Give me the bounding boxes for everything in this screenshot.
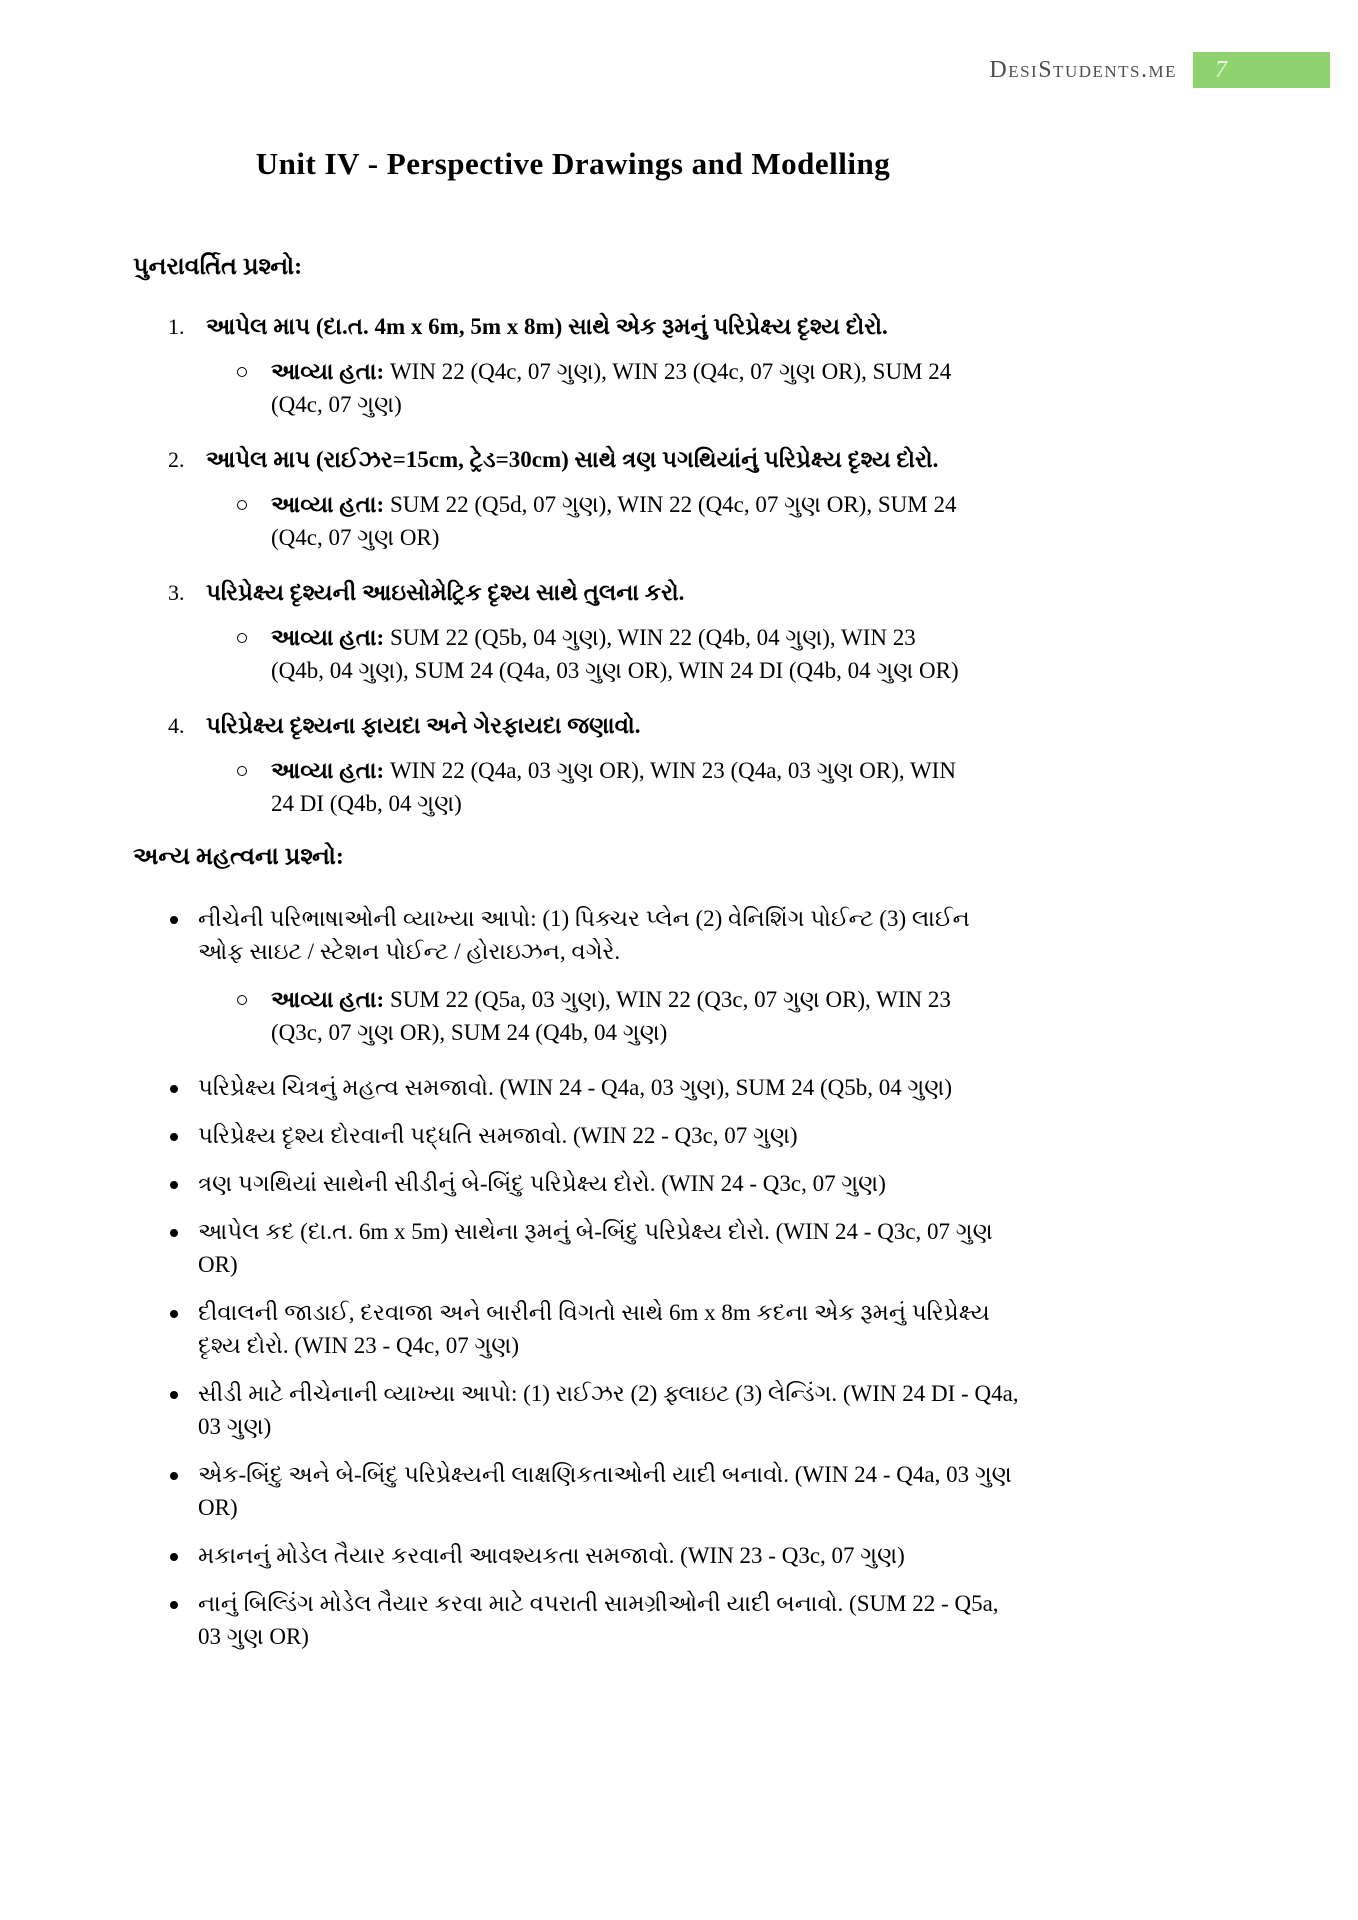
appeared-refs: SUM 22 (Q5a, 03 ગુણ), WIN 22 (Q3c, 07 ગુણ OR), WIN 23 (Q3c, 07 ગુણ OR), SUM 24 (Q4b, 04 ગુણ) xyxy=(271,987,951,1045)
bullet-text: નાનું બિલ્ડિંગ મોડેલ તૈયાર કરવા માટે વપરાતી સામગ્રીઓની યાદી બનાવો. (SUM 22 - Q5a, 03 ગુણ OR) xyxy=(198,1591,999,1649)
item-number: 3. xyxy=(168,580,185,605)
bullet-item-3 xyxy=(133,1119,1358,1152)
question-text: પરિપ્રેક્ષ્ય દૃશ્યના ફાયદા અને ગેરફાયદા જણાવો. xyxy=(206,713,641,738)
unit-title: Unit IV - Perspective Drawings and Modelling xyxy=(255,146,891,181)
appeared-text xyxy=(271,983,963,1049)
appeared-line-2 xyxy=(133,488,1358,554)
appeared-label: આવ્યા હતા: xyxy=(271,758,385,783)
item-number: 1. xyxy=(168,314,185,339)
bullet-item-9 xyxy=(133,1539,1358,1572)
question-text: આપેલ માપ (દા.ત. 4m x 6m, 5m x 8m) સાથે એક રૂમનું પરિપ્રેક્ષ્ય દૃશ્ય દોરો. xyxy=(206,314,888,339)
bullet-text: પરિપ્રેક્ષ્ય દૃશ્ય દોરવાની પદ્ધતિ સમજાવો. (WIN 22 - Q3c, 07 ગુણ) xyxy=(198,1123,798,1148)
appeared-label: આવ્યા હતા: xyxy=(271,625,385,650)
question-item-4 xyxy=(133,709,1053,742)
bullet-item-4 xyxy=(133,1167,1358,1200)
bullet-item-6 xyxy=(133,1296,1358,1362)
appeared-refs: SUM 22 (Q5d, 07 ગુણ), WIN 22 (Q4c, 07 ગુણ OR), SUM 24 (Q4c, 07 ગુણ OR) xyxy=(271,492,957,550)
bullet-text: દીવાલની જાડાઈ, દરવાજા અને બારીની વિગતો સાથે 6m x 8m કદના એક રૂમનું પરિપ્રેક્ષ્ય દૃશ્ય દોરો. (WIN 23 - Q4c, 07 ગુણ) xyxy=(198,1300,990,1358)
appeared-line-1 xyxy=(133,355,1358,421)
bullet-item-1 xyxy=(133,902,1358,968)
appeared-refs: WIN 22 (Q4a, 03 ગુણ OR), WIN 23 (Q4a, 03 ગુણ OR), WIN 24 DI (Q4b, 04 ગુણ) xyxy=(271,758,956,816)
sub-bullet-icon xyxy=(237,367,247,377)
item-number: 2. xyxy=(168,447,185,472)
appeared-refs: SUM 22 (Q5b, 04 ગુણ), WIN 22 (Q4b, 04 ગુણ), WIN 23 (Q4b, 04 ગુણ), SUM 24 (Q4a, 03 ગુણ OR), WIN 24 DI (Q4b, 04 ગુણ OR) xyxy=(271,625,959,683)
bullet-text: ત્રણ પગથિયાં સાથેની સીડીનું બે-બિંદુ પરિપ્રેક્ષ્ય દોરો. (WIN 24 - Q3c, 07 ગુણ) xyxy=(198,1171,886,1196)
page-number: 7 xyxy=(1215,56,1227,83)
appeared-line-3 xyxy=(133,621,1358,687)
appeared-text xyxy=(271,355,963,421)
appeared-text xyxy=(271,488,963,554)
page-number-badge xyxy=(1193,52,1330,88)
bullet-icon xyxy=(170,916,178,924)
bullet-text: એક-બિંદુ અને બે-બિંદુ પરિપ્રેક્ષ્યની લાક્ષણિકતાઓની યાદી બનાવો. (WIN 24 - Q4a, 03 ગુણ OR) xyxy=(198,1462,1012,1520)
bullet-icon xyxy=(170,1553,178,1561)
question-item-2 xyxy=(133,443,1053,476)
bullet-text: પરિપ્રેક્ષ્ય ચિત્રનું મહત્વ સમજાવો. (WIN 24 - Q4a, 03 ગુણ), SUM 24 (Q5b, 04 ગુણ) xyxy=(198,1075,953,1100)
bullet-icon xyxy=(170,1181,178,1189)
bullet-icon xyxy=(170,1310,178,1318)
appeared-label: આવ્યા હતા: xyxy=(271,359,385,384)
appeared-line-4 xyxy=(133,754,1358,820)
bullet-text: આપેલ કદ (દા.ત. 6m x 5m) સાથેના રૂમનું બે-બિંદુ પરિપ્રેક્ષ્ય દોરો. (WIN 24 - Q3c, 07 ગુણ OR) xyxy=(198,1219,993,1277)
bullet-icon xyxy=(170,1229,178,1237)
bullet-text: નીચેની પરિભાષાઓની વ્યાખ્યા આપો: (1) પિક્ચર પ્લેન (2) વેનિશિંગ પોઈન્ટ (3) લાઈન ઓફ સાઇટ / સ્ટેશન પોઈન્ટ / હોરાઇઝન, વગેરે. xyxy=(198,906,970,964)
appeared-text xyxy=(271,754,963,820)
bullet-item-7 xyxy=(133,1377,1358,1443)
bullet-item-8 xyxy=(133,1458,1358,1524)
appeared-line-other-1 xyxy=(133,983,1358,1049)
bullet-text: સીડી માટે નીચેનાની વ્યાખ્યા આપો: (1) રાઈઝર (2) ફ્લાઇટ (3) લેન્ડિંગ. (WIN 24 DI - Q4a, 03 ગુણ) xyxy=(198,1381,1019,1439)
appeared-text xyxy=(271,621,963,687)
bullet-icon xyxy=(170,1133,178,1141)
bullet-icon xyxy=(170,1085,178,1093)
sub-bullet-icon xyxy=(237,500,247,510)
section-heading-other-questions: અન્ય મહત્વના પ્રશ્નો: xyxy=(133,844,344,870)
site-name: DesiStudents.me xyxy=(989,56,1177,83)
question-text: આપેલ માપ (રાઈઝર=15cm, ટ્રેડ=30cm) સાથે ત્રણ પગથિયાંનું પરિપ્રેક્ષ્ય દૃશ્ય દોરો. xyxy=(206,447,939,472)
bullet-item-5 xyxy=(133,1215,1358,1281)
question-item-3 xyxy=(133,576,1053,609)
page-header xyxy=(0,0,1358,88)
bullet-icon xyxy=(170,1601,178,1609)
question-text: પરિપ્રેક્ષ્ય દૃશ્યની આઇસોમેટ્રિક દૃશ્ય સાથે તુલના કરો. xyxy=(206,580,685,605)
bullet-text: મકાનનું મોડેલ તૈયાર કરવાની આવશ્યકતા સમજાવો. (WIN 23 - Q3c, 07 ગુણ) xyxy=(198,1543,905,1568)
appeared-refs: WIN 22 (Q4c, 07 ગુણ), WIN 23 (Q4c, 07 ગુણ OR), SUM 24 (Q4c, 07 ગુણ) xyxy=(271,359,952,417)
sub-bullet-icon xyxy=(237,633,247,643)
appeared-label: આવ્યા હતા: xyxy=(271,987,385,1012)
section-heading-repeated-questions: પુનરાવર્તિત પ્રશ્નો: xyxy=(133,254,303,280)
bullet-item-10 xyxy=(133,1587,1358,1653)
item-number: 4. xyxy=(168,713,185,738)
document-content xyxy=(0,252,1358,1653)
appeared-label: આવ્યા હતા: xyxy=(271,492,385,517)
bullet-icon xyxy=(170,1391,178,1399)
sub-bullet-icon xyxy=(237,766,247,776)
question-item-1 xyxy=(133,310,1053,343)
bullet-icon xyxy=(170,1472,178,1480)
sub-bullet-icon xyxy=(237,995,247,1005)
bullet-item-2 xyxy=(133,1071,1358,1104)
